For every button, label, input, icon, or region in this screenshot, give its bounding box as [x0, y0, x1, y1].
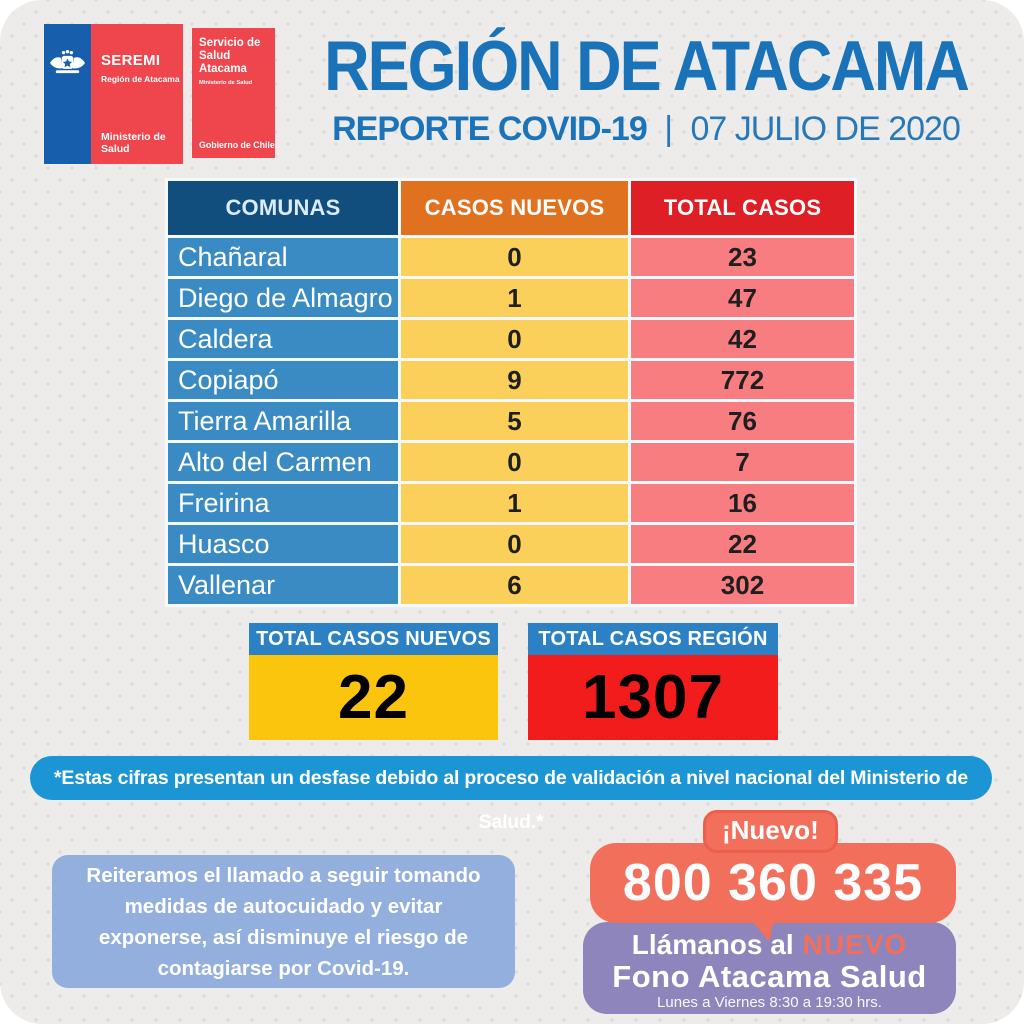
table-cell-comuna: Vallenar: [168, 566, 398, 604]
seremi-logo-blue-panel: [44, 24, 91, 164]
table-cell-comuna: Diego de Almagro: [168, 279, 398, 317]
table-cell-comuna: Tierra Amarilla: [168, 402, 398, 440]
hotline-service-name: Fono Atacama Salud: [612, 959, 927, 994]
hotline-schedule: Lunes a Viernes 8:30 a 19:30 hrs.: [657, 994, 882, 1011]
table-cell-total-casos: 76: [631, 402, 854, 440]
speech-bubble-tail: [751, 917, 777, 943]
hotline-call-prefix: Llámanos al: [631, 929, 794, 960]
table-cell-casos-nuevos: 5: [401, 402, 628, 440]
table-cell-casos-nuevos: 1: [401, 279, 628, 317]
nuevo-badge: ¡Nuevo!: [703, 810, 838, 853]
chile-coat-of-arms-icon: [48, 48, 87, 82]
selfcare-message-box: Reiteramos el llamado a seguir tomando medidas de autocuidado y evitar exponerse, así disminuye el riesgo de contagiarse por Covid-19.: [52, 855, 515, 988]
table-cell-total-casos: 47: [631, 279, 854, 317]
cases-table: [165, 178, 857, 607]
seremi-logo-red-panel: [91, 24, 183, 164]
column-header-comunas: COMUNAS: [168, 181, 398, 235]
table-cell-total-casos: 302: [631, 566, 854, 604]
hotline-call-highlight: NUEVO: [802, 929, 908, 960]
report-date: 07 JULIO DE 2020: [690, 110, 960, 148]
column-header-total-casos: TOTAL CASOS: [631, 181, 854, 235]
total-casos-region-value: 1307: [528, 655, 778, 740]
table-cell-total-casos: 23: [631, 238, 854, 276]
seremi-logo-ministry: Ministerio de Salud: [101, 131, 166, 155]
table-cell-comuna: Freirina: [168, 484, 398, 522]
hotline-phone-number: 800 360 335: [590, 843, 956, 923]
table-cell-comuna: Chañaral: [168, 238, 398, 276]
seremi-logo-region: Región de Atacama: [101, 74, 180, 84]
seremi-logo: [44, 24, 183, 164]
table-cell-casos-nuevos: 6: [401, 566, 628, 604]
table-cell-total-casos: 42: [631, 320, 854, 358]
total-casos-region-box: [528, 623, 778, 740]
servicio-salud-logo: [192, 28, 275, 158]
table-cell-casos-nuevos: 1: [401, 484, 628, 522]
total-casos-region-label: TOTAL CASOS REGIÓN: [528, 623, 778, 655]
servicio-salud-logo-ministry: Ministerio de Salud: [199, 80, 253, 86]
table-cell-comuna: Huasco: [168, 525, 398, 563]
servicio-salud-logo-name: Servicio de Salud Atacama: [199, 37, 261, 75]
table-cell-casos-nuevos: 0: [401, 320, 628, 358]
servicio-salud-logo-government: Gobierno de Chile: [199, 140, 275, 150]
disclaimer-banner: *Estas cifras presentan un desfase debido al proceso de validación a nivel nacional del Ministerio de Salud.*: [30, 756, 992, 800]
subtitle-separator: |: [664, 110, 674, 148]
table-cell-comuna: Copiapó: [168, 361, 398, 399]
column-header-casos-nuevos: CASOS NUEVOS: [401, 181, 628, 235]
table-cell-total-casos: 22: [631, 525, 854, 563]
table-cell-total-casos: 7: [631, 443, 854, 481]
page-title-text: REGIÓN DE ATACAMA: [324, 27, 968, 106]
table-cell-total-casos: 772: [631, 361, 854, 399]
total-casos-nuevos-value: 22: [249, 655, 498, 740]
table-cell-comuna: Alto del Carmen: [168, 443, 398, 481]
table-cell-casos-nuevos: 0: [401, 525, 628, 563]
total-casos-nuevos-label: TOTAL CASOS NUEVOS: [249, 623, 498, 655]
total-casos-nuevos-box: [249, 623, 498, 740]
table-cell-casos-nuevos: 9: [401, 361, 628, 399]
report-label: REPORTE COVID-19: [332, 110, 647, 148]
page-subtitle: [300, 110, 992, 149]
table-cell-casos-nuevos: 0: [401, 443, 628, 481]
table-cell-total-casos: 16: [631, 484, 854, 522]
table-cell-casos-nuevos: 0: [401, 238, 628, 276]
table-cell-comuna: Caldera: [168, 320, 398, 358]
seremi-logo-name: SEREMI: [101, 52, 161, 69]
page-title: [300, 26, 992, 106]
